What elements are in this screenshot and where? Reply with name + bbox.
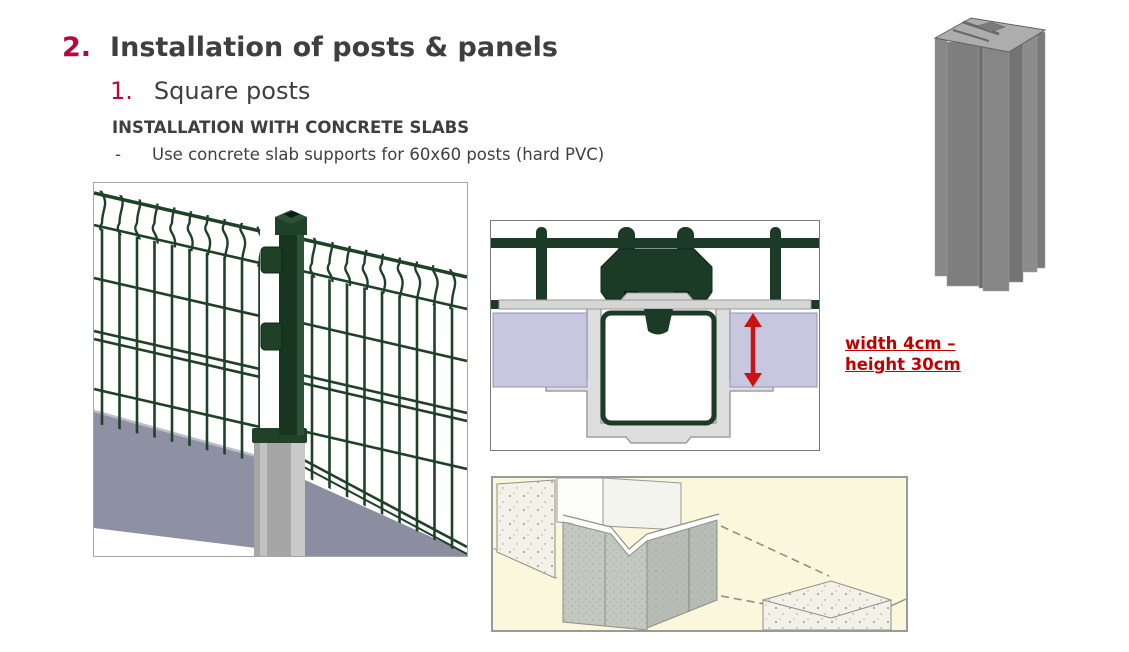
subtitle	[110, 77, 310, 105]
cross-section-svg	[491, 221, 819, 450]
page-title	[62, 32, 558, 63]
subtitle-text: Square posts	[153, 76, 311, 105]
profile-body	[935, 32, 1045, 291]
pvc-profile-render	[933, 10, 1053, 297]
title-number: 2.	[62, 32, 92, 64]
bullet-dash: -	[115, 145, 121, 164]
pvc-profile-svg	[933, 10, 1053, 297]
post-clamp	[601, 227, 712, 299]
slab-insertion-illustration	[491, 476, 908, 632]
fence-mesh-left-panel	[94, 189, 260, 463]
fence-photo	[93, 182, 468, 557]
subtitle-number: 1.	[110, 76, 133, 105]
slab-insertion-svg	[493, 478, 906, 630]
dimension-note-line1: width 4cm –	[845, 334, 956, 353]
concrete-slab-right	[730, 313, 817, 387]
title-text: Installation of posts & panels	[110, 32, 558, 64]
dimension-note-line2: height 30cm	[845, 355, 961, 374]
cross-section-diagram	[490, 220, 820, 451]
dimension-note	[845, 333, 961, 375]
section-heading: INSTALLATION WITH CONCRETE SLABS	[112, 118, 470, 137]
bullet-text: Use concrete slab supports for 60x60 posts (hard PVC)	[152, 145, 605, 164]
concrete-slab-left	[493, 313, 587, 387]
slab-support-sleeve	[252, 428, 307, 556]
fence-photo-svg	[94, 183, 467, 556]
bullet-item	[115, 145, 604, 164]
square-post	[261, 210, 307, 435]
